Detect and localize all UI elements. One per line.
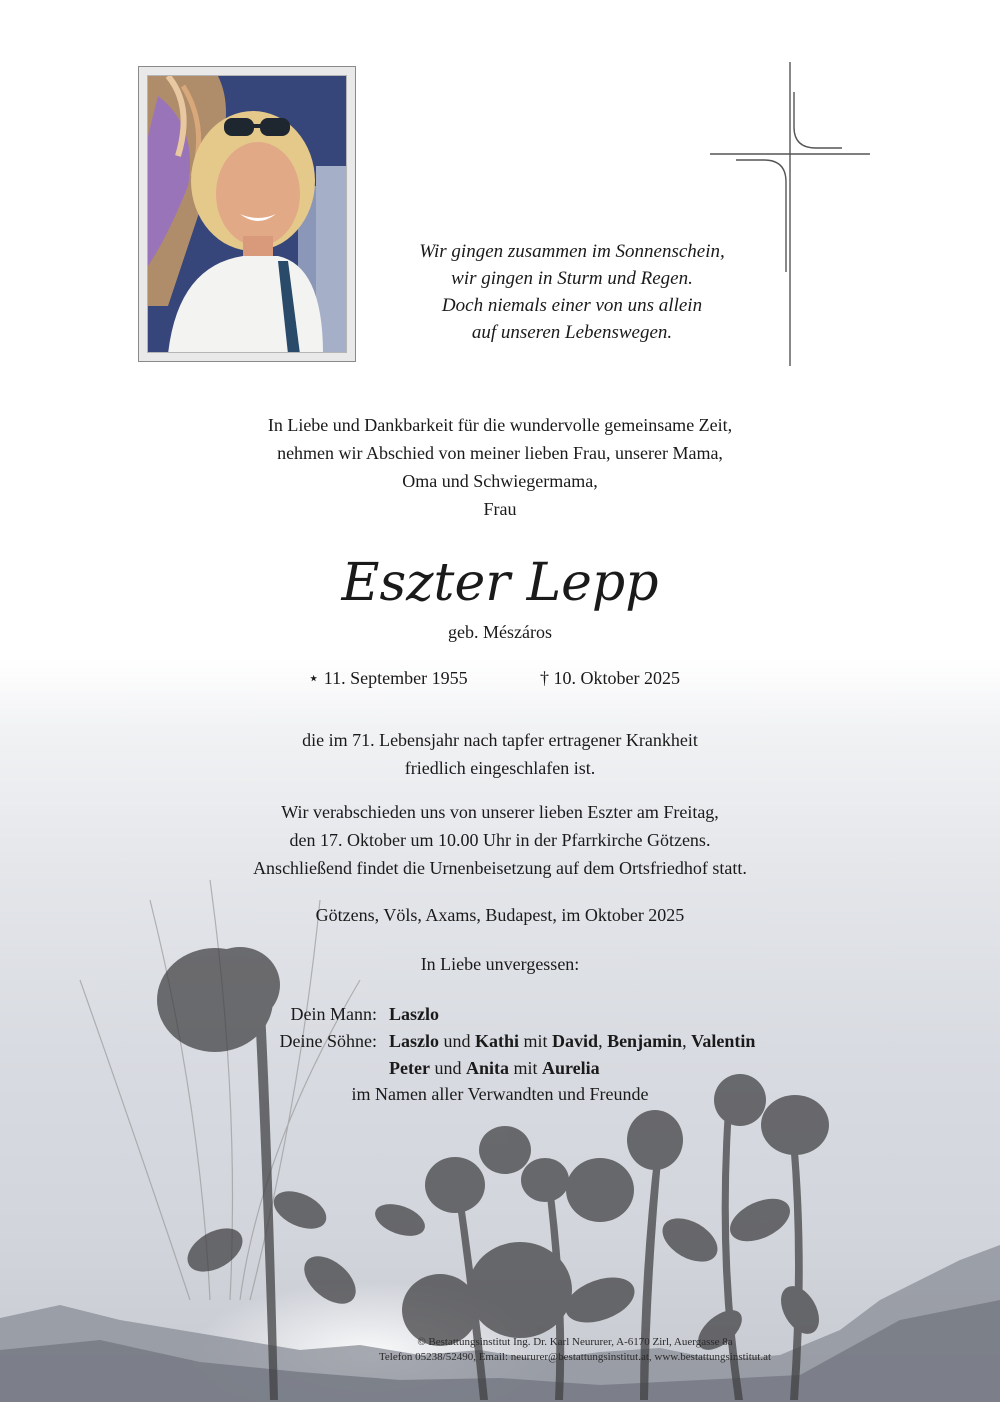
closing — [150, 950, 850, 978]
grandchild-name: Aurelia — [542, 1058, 600, 1078]
partner-name: Kathi — [475, 1031, 520, 1051]
partner-name: Anita — [465, 1058, 509, 1078]
sons-label: Deine Söhne: — [279, 1031, 377, 1051]
connector: , — [598, 1031, 608, 1051]
poem-line: Doch niemals einer von uns allein — [441, 295, 703, 316]
passing-line: friedlich eingeschlafen ist. — [404, 758, 596, 778]
son-name: Laszlo — [389, 1031, 440, 1051]
connector: , — [682, 1031, 692, 1051]
intro-line: In Liebe und Dankbarkeit für die wundervolle gemeinsame Zeit, — [267, 415, 733, 435]
poem — [380, 238, 764, 346]
son-name: Peter — [389, 1058, 430, 1078]
footer — [200, 1335, 950, 1365]
deceased-name: Eszter Lepp — [341, 553, 659, 613]
passing-text — [150, 726, 850, 782]
sons-line-2 — [389, 1054, 600, 1082]
connector: und — [439, 1031, 476, 1051]
ceremony-text — [150, 798, 850, 882]
ceremony-line: Anschließend findet die Urnenbeisetzung auf dem Ortsfriedhof statt. — [253, 858, 747, 878]
connector: mit — [519, 1031, 553, 1051]
intro-line: nehmen wir Abschied von meiner lieben Frau, unserer Mama, — [277, 443, 723, 463]
ceremony-line: den 17. Oktober um 10.00 Uhr in der Pfarrkirche Götzens. — [289, 830, 711, 850]
connector: und — [429, 1058, 466, 1078]
portrait-frame — [138, 66, 356, 362]
death-date: † 10. Oktober 2025 — [540, 668, 680, 688]
closing-line: In Liebe unvergessen: — [420, 954, 580, 974]
passing-line: die im 71. Lebensjahr nach tapfer ertragener Krankheit — [302, 730, 698, 750]
birth-date: ⋆ 11. September 1955 — [308, 668, 468, 688]
place-date-line: Götzens, Völs, Axams, Budapest, im Oktober 2025 — [315, 905, 685, 925]
husband-name-text: Laszlo — [389, 1004, 440, 1024]
husband-name — [389, 1000, 439, 1028]
ceremony-line: Wir verabschieden uns von unserer lieben Eszter am Freitag, — [281, 802, 719, 822]
poem-line: wir gingen in Sturm und Regen. — [451, 268, 693, 289]
footer-line-1: © Bestattungsinstitut Ing. Dr. Karl Neururer, A-6170 Zirl, Auergasse 8a — [417, 1336, 733, 1348]
portrait-photo — [147, 75, 347, 353]
intro-text — [150, 411, 850, 523]
relatives-line: im Namen aller Verwandten und Freunde — [351, 1084, 649, 1104]
connector: mit — [508, 1058, 542, 1078]
place-date — [150, 901, 850, 929]
sons-line-1 — [389, 1027, 755, 1055]
husband-label: Dein Mann: — [290, 1004, 377, 1024]
intro-line: Oma und Schwiegermama, — [402, 471, 598, 491]
footer-line-2: Telefon 05238/52490, Email: neururer@bestattungsinstitut.at, www.bestattungsinstitut.at — [378, 1351, 772, 1363]
intro-line: Frau — [483, 499, 517, 519]
poem-line: auf unseren Lebenswegen. — [471, 322, 673, 343]
maiden-name: geb. Mészáros — [448, 622, 552, 642]
poem-line: Wir gingen zusammen im Sonnenschein, — [419, 241, 725, 262]
grandchild-name: David — [552, 1031, 599, 1051]
grandchild-name: Valentin — [691, 1031, 756, 1051]
grandchild-name: Benjamin — [607, 1031, 683, 1051]
